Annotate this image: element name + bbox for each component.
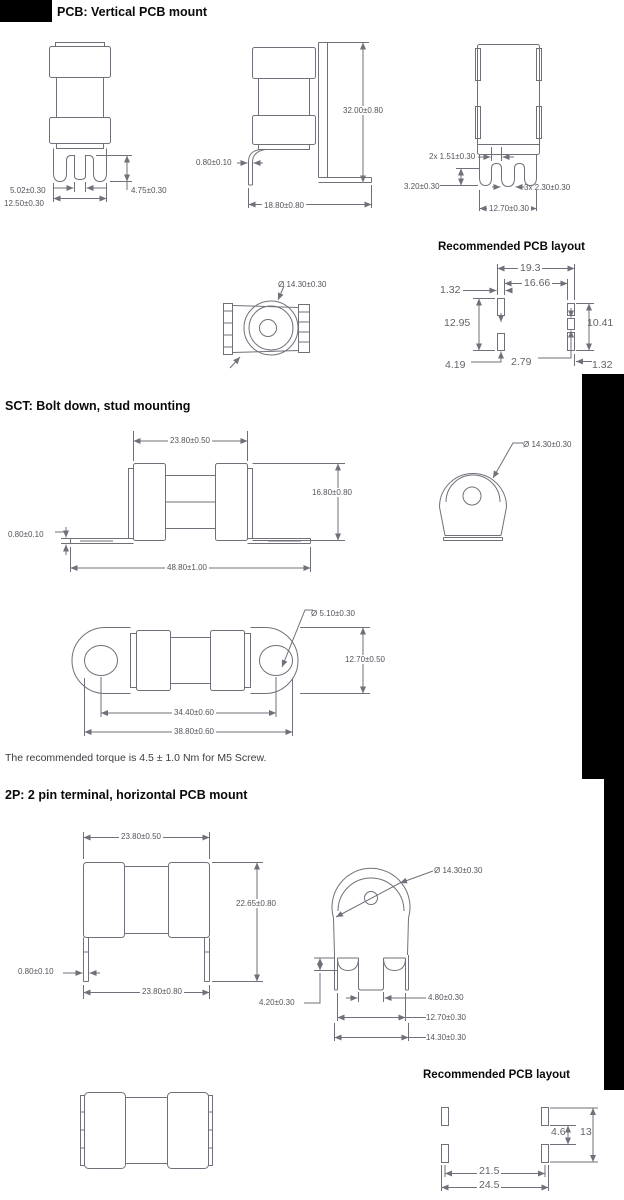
dim-layout1-column-height-left: 12.95 — [444, 317, 471, 329]
redaction-bar-right-wide — [582, 374, 624, 779]
dim-layout1-outer-span: 19.3 — [520, 262, 541, 274]
pcb-layout-title: Recommended PCB layout — [438, 241, 585, 253]
dim-layout1-pad-offset-left: 1.32 — [440, 284, 461, 296]
dim-sct-hole-pitch: 34.40±0.60 — [174, 708, 214, 717]
dim-pcb-base-width: 12.50±0.30 — [4, 199, 44, 208]
sct-front-view-drawing — [55, 425, 390, 575]
dim-pcb-top-diameter: Ø 14.30±0.30 — [278, 280, 327, 289]
dim-2p-notch-depth: 4.20±0.30 — [259, 998, 295, 1007]
sct-top-view-drawing — [60, 605, 400, 740]
pcb-front-view-drawing — [30, 42, 180, 207]
2p-bottom-view-drawing — [80, 1090, 215, 1175]
dim-sct-overall-length: 38.80±0.60 — [174, 727, 214, 736]
dim-sct-bracket-thickness: 0.80±0.10 — [8, 530, 44, 539]
dim-2p-pin-width: 4.80±0.30 — [428, 993, 464, 1002]
dim-2p-height: 22.65±0.80 — [236, 899, 276, 908]
2p-layout-drawing — [420, 1095, 620, 1200]
dim-layout2-pitch-inner: 21.5 — [479, 1165, 500, 1177]
dim-2p-overall-width: 14.30±0.30 — [426, 1033, 466, 1042]
dim-layout1-mid-pad-height: 2.79 — [511, 356, 532, 368]
redaction-bar-logo — [0, 0, 52, 22]
dim-layout2-pitch-outer: 24.5 — [479, 1179, 500, 1191]
section-title-pcb: PCB: Vertical PCB mount — [57, 5, 208, 19]
dim-pcb-pin-width: 5.02±0.30 — [10, 186, 46, 195]
dim-layout2-pad-span: 13 — [580, 1126, 592, 1138]
dim-2p-pin-pitch: 12.70±0.30 — [426, 1013, 466, 1022]
dim-2p-lead-span: 23.80±0.80 — [142, 987, 182, 996]
dim-sct-tab-width: 12.70±0.50 — [345, 655, 385, 664]
dim-sct-overall-width: 48.80±1.00 — [167, 563, 207, 572]
dim-pcb-slot-depth: 3.20±0.30 — [404, 182, 440, 191]
dim-sct-side-diameter: Ø 14.30±0.30 — [523, 440, 572, 449]
section-title-2p: 2P: 2 pin terminal, horizontal PCB mount — [5, 788, 248, 802]
redaction-bar-right-narrow — [604, 779, 624, 1090]
dim-sct-body-width: 23.80±0.50 — [170, 436, 210, 445]
dim-layout1-pad-height: 4.19 — [445, 359, 466, 371]
2p-front-view-drawing — [60, 828, 330, 1003]
pcb-side-view-drawing — [225, 38, 400, 213]
dim-sct-height: 16.80±0.80 — [312, 488, 352, 497]
dim-layout1-column-height-right: 10.41 — [587, 317, 614, 329]
dim-2p-lead-thickness: 0.80±0.10 — [18, 967, 54, 976]
dim-layout2-pad-gap: 4.6 — [551, 1126, 566, 1138]
sct-side-view-drawing — [435, 445, 535, 550]
dim-pcb-height: 32.00±0.80 — [343, 106, 383, 115]
pcb-top-view-drawing — [218, 278, 328, 373]
dim-sct-hole-diameter: Ø 5.10±0.30 — [311, 609, 355, 618]
dim-pcb-back-pin-width: 3x 2.30±0.30 — [524, 183, 571, 192]
dim-layout1-pad-offset-right: 1.32 — [592, 359, 613, 371]
dim-pcb-pin-length: 4.75±0.30 — [131, 186, 167, 195]
torque-note: The recommended torque is 4.5 ± 1.0 Nm for M5 Screw. — [5, 752, 267, 764]
section-title-sct: SCT: Bolt down, stud mounting — [5, 399, 191, 413]
dim-pcb-depth: 18.80±0.80 — [264, 201, 304, 210]
2p-layout-title: Recommended PCB layout — [423, 1069, 570, 1081]
dim-pcb-lead-thickness: 0.80±0.10 — [196, 158, 232, 167]
dim-layout1-inner-span: 16.66 — [524, 277, 551, 289]
dim-2p-body-width: 23.80±0.50 — [121, 832, 161, 841]
dim-2p-side-diameter: Ø 14.30±0.30 — [434, 866, 483, 875]
dim-pcb-slot-width: 2x 1.51±0.30 — [429, 152, 476, 161]
dim-pcb-back-width: 12.70±0.30 — [489, 204, 529, 213]
